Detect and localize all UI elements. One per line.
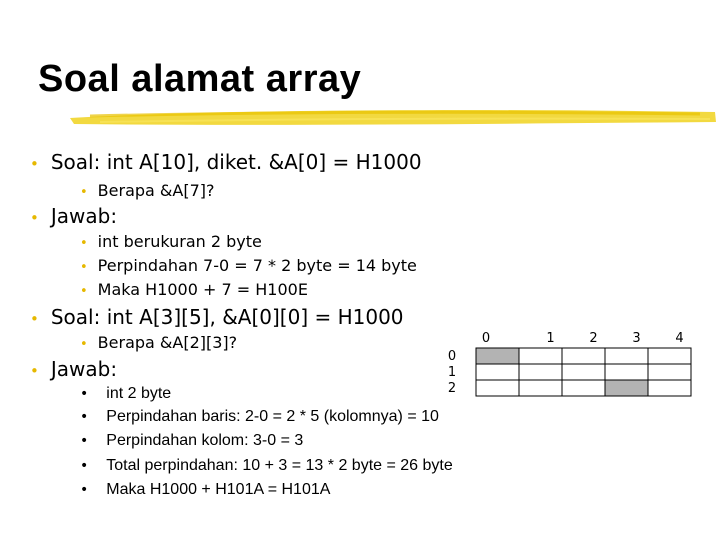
bullet-item: [80, 333, 237, 352]
bullet-item: [80, 181, 215, 200]
bullet-text: Berapa &A[2][3]?: [97, 333, 238, 352]
bullet-dot-icon: •: [80, 236, 88, 251]
bullet-item: [80, 481, 330, 499]
bullet-item: [30, 204, 117, 228]
array-cell: [648, 380, 691, 396]
bullet-text: Jawab:: [50, 357, 118, 381]
bullet-text: Maka H1000 + H101A = H101A: [106, 481, 331, 498]
bullet-text: Soal: int A[10], diket. &A[0] = H1000: [50, 150, 422, 174]
bullet-text: int 2 byte: [106, 385, 172, 402]
bullet-text: Maka H1000 + 7 = H100E: [97, 280, 308, 299]
bullet-item: [80, 280, 308, 299]
bullet-text: Perpindahan kolom: 3-0 = 3: [106, 432, 304, 449]
bullet-item: [80, 432, 303, 450]
row-index-label: 0: [447, 349, 457, 364]
bullet-text: Jawab:: [50, 204, 118, 228]
bullet-item: [30, 305, 404, 329]
array-cell: [476, 364, 519, 380]
bullet-item: [80, 256, 417, 275]
array-cell: [476, 380, 519, 396]
bullet-dot-icon: •: [80, 482, 89, 498]
title-underline-brush: [60, 104, 720, 128]
bullet-dot-icon: •: [80, 458, 89, 474]
bullet-dot-icon: •: [30, 362, 39, 380]
array-cell: [519, 348, 562, 364]
bullet-item: [80, 232, 262, 251]
column-index-label: 3: [632, 331, 641, 346]
array-cell: [562, 380, 605, 396]
bullet-text: Soal: int A[3][5], &A[0][0] = H1000: [50, 305, 404, 329]
bullet-item: [80, 385, 171, 403]
bullet-item: [80, 408, 439, 426]
bullet-item: [30, 357, 117, 381]
slide-title: Soal alamat array: [38, 58, 362, 100]
array-cell-highlighted: [605, 380, 648, 396]
array-cell: [648, 364, 691, 380]
bullet-dot-icon: •: [80, 260, 88, 275]
bullet-dot-icon: •: [80, 185, 88, 200]
array-cell: [562, 364, 605, 380]
array-cell: [648, 348, 691, 364]
bullet-dot-icon: •: [80, 386, 89, 402]
column-index-label: 2: [589, 331, 598, 346]
column-index-label: 4: [675, 331, 684, 346]
bullet-dot-icon: •: [30, 310, 39, 328]
bullet-dot-icon: •: [80, 337, 88, 352]
array-cell: [519, 380, 562, 396]
array-diagram: [440, 330, 700, 405]
bullet-text: Total perpindahan: 10 + 3 = 13 * 2 byte = 26 byte: [106, 457, 453, 474]
row-index-label: 2: [447, 381, 457, 396]
bullet-dot-icon: •: [80, 433, 89, 449]
bullet-text: Berapa &A[7]?: [97, 181, 215, 200]
bullet-text: Perpindahan 7-0 = 7 * 2 byte = 14 byte: [97, 256, 417, 275]
bullet-text: Perpindahan baris: 2-0 = 2 * 5 (kolomnya) = 10: [106, 408, 439, 425]
bullet-item: [30, 150, 422, 174]
array-cell: [605, 364, 648, 380]
array-cell: [519, 364, 562, 380]
bullet-dot-icon: •: [30, 155, 39, 173]
bullet-text: int berukuran 2 byte: [97, 232, 262, 251]
bullet-dot-icon: •: [80, 409, 89, 425]
column-index-label: 1: [546, 331, 555, 346]
array-cell: [605, 348, 648, 364]
bullet-dot-icon: •: [30, 209, 39, 227]
array-cell: [562, 348, 605, 364]
row-index-label: 1: [447, 365, 457, 380]
bullet-dot-icon: •: [80, 284, 88, 299]
array-cell-highlighted: [476, 348, 519, 364]
bullet-item: [80, 457, 453, 475]
column-index-label: 0: [481, 331, 491, 346]
